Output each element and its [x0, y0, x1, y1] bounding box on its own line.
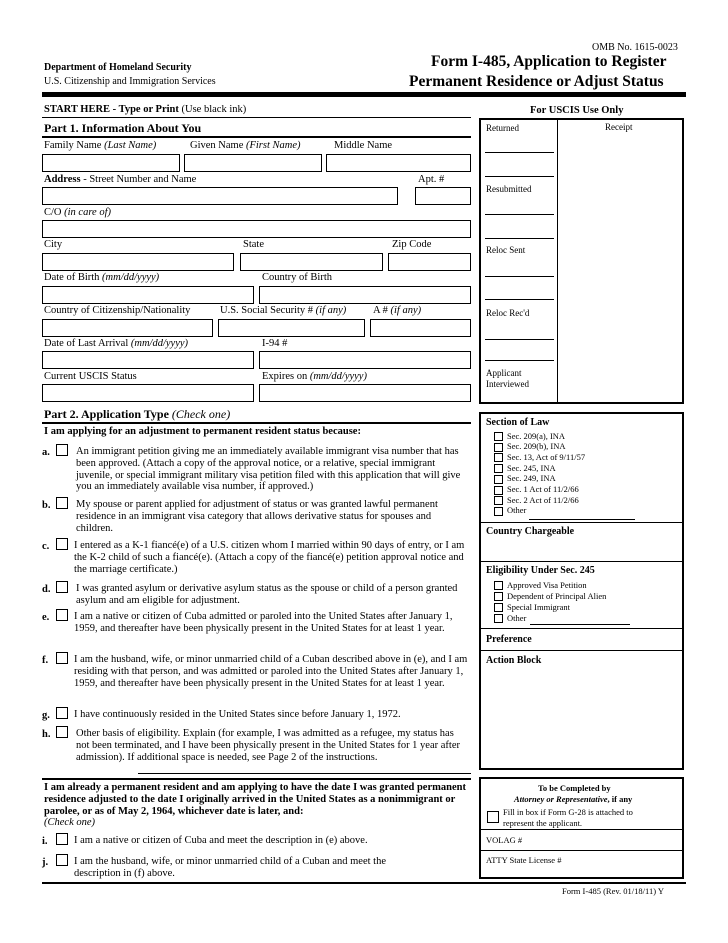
item-a-letter: a.: [42, 447, 50, 458]
ssn-label: U.S. Social Security # (if any): [220, 305, 347, 316]
omb-number: OMB No. 1615-0023: [592, 42, 678, 53]
eligibility-title: Eligibility Under Sec. 245: [486, 565, 595, 576]
law-label: Sec. 249, INA: [507, 473, 556, 484]
item-g-checkbox[interactable]: [56, 707, 68, 719]
uscis-panel: [479, 118, 684, 404]
volag-divider: [481, 850, 682, 851]
middle-name-field[interactable]: [326, 154, 471, 172]
status-label: Current USCIS Status: [44, 371, 137, 382]
status-field[interactable]: [42, 384, 254, 402]
recd-line2: [485, 360, 554, 361]
reloc-line1: [485, 276, 554, 277]
bottom-rule: [42, 882, 686, 884]
law-label: Sec. 209(b), INA: [507, 441, 566, 452]
item-c-text: I entered as a K-1 fiancé(e) of a U.S. citizen whom I married within 90 days of entry, or I am the K-2 child of such a fiancé(e). (Attach a copy of the fiancé(e) petition approval notice and the marriage certificate.): [74, 540, 465, 575]
reloc-line2: [485, 299, 554, 300]
given-name-label: Given Name (First Name): [190, 140, 301, 151]
citizenship-field[interactable]: [42, 319, 213, 337]
city-field[interactable]: [42, 253, 234, 271]
apt-label: Apt. #: [418, 174, 445, 185]
form-footer: Form I-485 (Rev. 01/18/11) Y: [562, 886, 664, 896]
eligibility-label: Special Immigrant: [507, 601, 571, 612]
law-label: Sec. 245, INA: [507, 462, 556, 473]
already-rule: [42, 778, 471, 780]
start-rule: [42, 117, 471, 118]
form-title-line2: Permanent Residence or Adjust Status: [409, 73, 664, 90]
law-label: Sec. 13, Act of 9/11/57: [507, 451, 586, 462]
expires-field[interactable]: [259, 384, 471, 402]
dob-field[interactable]: [42, 286, 254, 304]
part1-title: Part 1. Information About You: [44, 121, 202, 135]
resub-line1: [485, 214, 554, 215]
part1-rule: [42, 136, 471, 138]
care-of-field[interactable]: [42, 220, 471, 238]
reloc-recd-label: Reloc Rec'd: [486, 308, 530, 318]
address-label: Address - Street Number and Name: [44, 174, 197, 185]
i94-field[interactable]: [259, 351, 471, 369]
other-basis-line[interactable]: [138, 773, 471, 774]
country-chargeable-label: Country Chargeable: [486, 526, 575, 537]
family-name-field[interactable]: [42, 154, 180, 172]
family-name-label: Family Name (Last Name): [44, 140, 157, 151]
law-other-line: [529, 519, 635, 520]
department-name: Department of Homeland Security: [44, 62, 192, 73]
uscis-title: For USCIS Use Only: [530, 105, 624, 116]
arrival-label: Date of Last Arrival (mm/dd/yyyy): [44, 338, 189, 349]
item-d-letter: d.: [42, 584, 51, 595]
preference-label: Preference: [486, 634, 532, 645]
anumber-field[interactable]: [370, 319, 471, 337]
law-checkbox[interactable]: [494, 496, 503, 505]
tbc-label: To be Completed by: [538, 783, 611, 793]
atty-license-label: ATTY State License #: [486, 855, 562, 865]
item-i-checkbox[interactable]: [56, 833, 68, 845]
i94-label: I-94 #: [262, 338, 288, 349]
item-d-text: I was granted asylum or derivative asylum status as the spouse or child of a person granted asylum and am eligible for adjustment.: [76, 583, 458, 606]
already-text: I am already a permanent resident and am applying to have the date I was granted permanent residence adjusted to the date I originally arrived in the United States as a nonimmigrant or parolee, or as of May 2, 1964, whichever date is later, and: (Check one): [44, 782, 466, 829]
zip-label: Zip Code: [392, 239, 432, 250]
cob-field[interactable]: [259, 286, 471, 304]
attorney-label: Attorney or Representative, if any: [514, 794, 633, 804]
volag-label: VOLAG #: [486, 835, 523, 845]
law-checkbox[interactable]: [494, 464, 503, 473]
elig-other-line: [530, 624, 630, 625]
part2-title: Part 2. Application Type (Check one): [44, 407, 231, 421]
address-field[interactable]: [42, 187, 398, 205]
cob-label: Country of Birth: [262, 272, 332, 283]
receipt-label: Receipt: [605, 122, 633, 132]
item-f-letter: f.: [42, 655, 49, 666]
state-field[interactable]: [240, 253, 383, 271]
arrival-field[interactable]: [42, 351, 254, 369]
country-divider: [481, 561, 682, 562]
eligibility-checkbox[interactable]: [494, 581, 503, 590]
item-c-checkbox[interactable]: [56, 538, 68, 550]
ssn-field[interactable]: [218, 319, 365, 337]
pref-divider: [481, 650, 682, 651]
item-b-text: My spouse or parent applied for adjustment of status or was granted lawful permanent residence in an immigrant visa category that allows derivative status for spouses and children.: [76, 499, 438, 534]
item-f-checkbox[interactable]: [56, 652, 68, 664]
state-label: State: [243, 239, 264, 250]
item-j-text: I am the husband, wife, or minor unmarried child of a Cuban and meet the description in (f) above.: [74, 856, 386, 879]
g28-divider: [481, 829, 682, 830]
item-a-checkbox[interactable]: [56, 444, 68, 456]
g28-text-2: represent the applicant.: [503, 818, 583, 828]
law-checkbox[interactable]: [494, 507, 503, 516]
part2-intro: I am applying for an adjustment to permanent resident status because:: [44, 426, 361, 437]
returned-line2: [485, 176, 554, 177]
g28-text-1: Fill in box if Form G-28 is attached to: [503, 807, 633, 817]
header-rule: [42, 92, 686, 97]
item-b-checkbox[interactable]: [56, 497, 68, 509]
interviewed-label: Interviewed: [486, 379, 529, 389]
returned-label: Returned: [486, 123, 519, 133]
eligibility-checkbox[interactable]: [494, 592, 503, 601]
recd-line1: [485, 339, 554, 340]
law-checkbox[interactable]: [494, 486, 503, 495]
item-j-letter: j.: [42, 857, 49, 868]
law-label: Sec. 2 Act of 11/2/66: [507, 494, 579, 505]
item-h-letter: h.: [42, 729, 51, 740]
action-block-label: Action Block: [486, 655, 542, 666]
law-label: Sec. 209(a), INA: [507, 430, 566, 441]
item-i-letter: i.: [42, 836, 48, 847]
law-checkbox[interactable]: [494, 432, 503, 441]
item-i-text: I am a native or citizen of Cuba and meet the description in (e) above.: [74, 835, 368, 846]
zip-field[interactable]: [388, 253, 471, 271]
item-e-letter: e.: [42, 612, 50, 623]
part2-rule: [42, 422, 471, 424]
law-checkbox[interactable]: [494, 475, 503, 484]
law-checkbox[interactable]: [494, 443, 503, 452]
section-law-title: Section of Law: [486, 417, 550, 428]
item-e-text: I am a native or citizen of Cuba admitted or paroled into the United States after January 1, 1959, and thereafter have been physically present in the United States for at least 1 year.: [74, 611, 453, 634]
item-j-checkbox[interactable]: [56, 854, 68, 866]
dob-label: Date of Birth (mm/dd/yyyy): [44, 272, 160, 283]
eligibility-label: Approved Visa Petition: [507, 579, 587, 590]
item-g-text: I have continuously resided in the United States since before January 1, 1972.: [74, 709, 401, 720]
item-h-checkbox[interactable]: [56, 726, 68, 738]
expires-label: Expires on (mm/dd/yyyy): [262, 371, 367, 382]
item-g-letter: g.: [42, 710, 50, 721]
city-label: City: [44, 239, 63, 250]
reloc-sent-label: Reloc Sent: [486, 245, 526, 255]
given-name-field[interactable]: [184, 154, 322, 172]
uscis-divider: [557, 120, 558, 402]
item-a-text: An immigrant petition giving me an immediately available immigrant visa number that has been approved. (Attach a copy of the approval notice, or a relative, special immigrant juvenile, or special immigrant military visa petition filed with this application that will give you an immediately available visa number, if approved.): [76, 446, 461, 493]
eligibility-checkbox[interactable]: [494, 603, 503, 612]
elig-divider: [481, 628, 682, 629]
eligibility-label: Other: [507, 612, 527, 623]
law-checkbox[interactable]: [494, 453, 503, 462]
anumber-label: A # (if any): [373, 305, 422, 316]
care-of-label: C/O (in care of): [44, 207, 111, 218]
citizenship-label: Country of Citizenship/Nationality: [44, 305, 191, 316]
item-e-checkbox[interactable]: [56, 609, 68, 621]
start-here: START HERE - Type or Print (Use black ink): [44, 104, 247, 115]
resubmitted-label: Resubmitted: [486, 184, 532, 194]
apt-field[interactable]: [415, 187, 471, 205]
middle-name-label: Middle Name: [334, 140, 393, 151]
form-title-line1: Form I-485, Application to Register: [431, 53, 667, 70]
returned-line1: [485, 152, 554, 153]
applicant-label: Applicant: [486, 368, 522, 378]
item-d-checkbox[interactable]: [56, 581, 68, 593]
law-label: Sec. 1 Act of 11/2/66: [507, 484, 579, 494]
eligibility-label: Dependent of Principal Alien: [507, 590, 607, 601]
item-f-text: I am the husband, wife, or minor unmarried child of a Cuban described above in (e), and I am residing with that person, and was admitted or paroled into the United States after January 1, 1959, and thereafter have been physically present in the United States for at least 1 year.: [74, 654, 468, 689]
law-label: Other: [507, 505, 527, 516]
eligibility-checkbox[interactable]: [494, 614, 503, 623]
agency-name: U.S. Citizenship and Immigration Services: [44, 76, 216, 87]
item-b-letter: b.: [42, 500, 51, 511]
resub-line2: [485, 238, 554, 239]
law-divider: [481, 522, 682, 523]
item-c-letter: c.: [42, 541, 50, 552]
g28-checkbox[interactable]: [487, 811, 499, 823]
item-h-text: Other basis of eligibility. Explain (for example, I was admitted as a refugee, my status has not been terminated, and I have been physically present in the United States for 1 year after admission). If additional space is needed, see Page 2 of the instructions.: [76, 728, 460, 763]
